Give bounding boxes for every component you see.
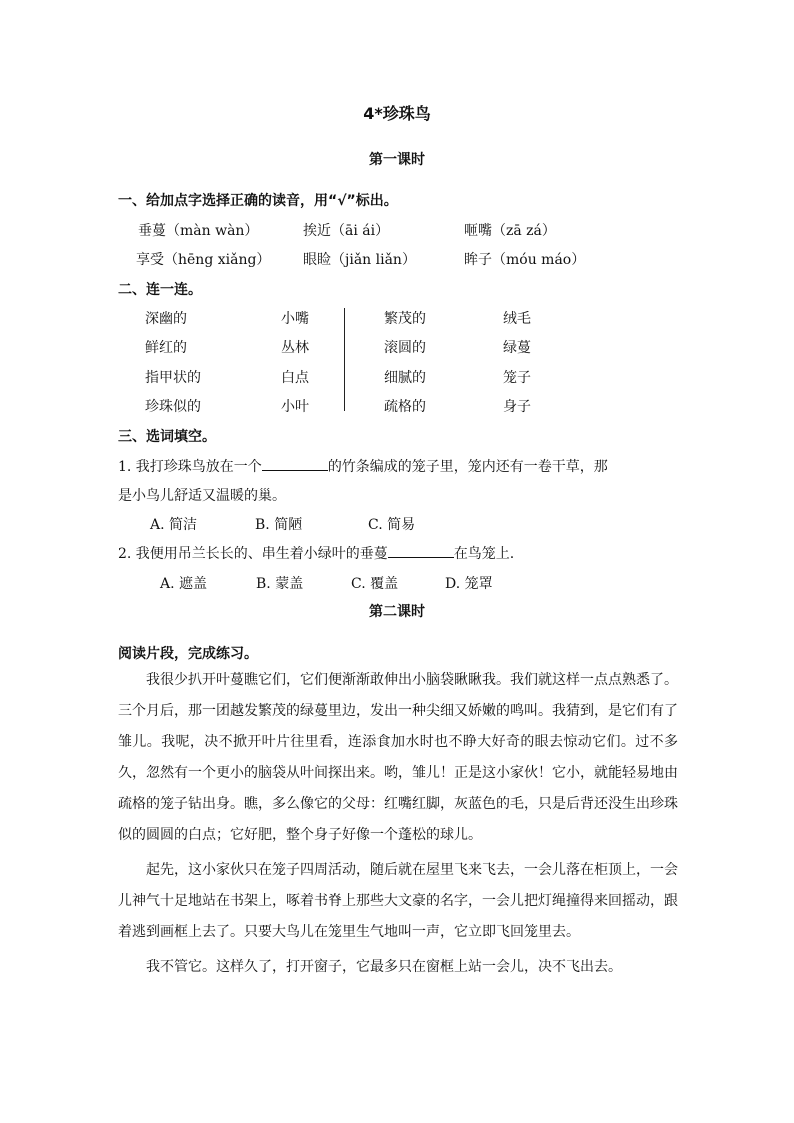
q3-heading: 三、选词填空。 xyxy=(118,429,216,445)
q3-sentence-1 xyxy=(118,456,608,476)
q1-item: 享受（hēng xiǎng） xyxy=(136,252,271,268)
match-word: 笼子 xyxy=(503,370,531,386)
match-word: 鲜红的 xyxy=(145,340,187,356)
match-word: 深幽的 xyxy=(145,311,187,327)
option: A. 遮盖 xyxy=(160,576,208,592)
sentence-text: 在鸟笼上. xyxy=(453,546,515,562)
match-word: 绿蔓 xyxy=(503,340,531,356)
option: B. 蒙盖 xyxy=(256,576,304,592)
option: B. 简陋 xyxy=(255,517,303,533)
sentence-text: 的竹条编成的笼子里，笼内还有一卷干草，那 xyxy=(327,459,608,475)
q1-item: 垂蔓（màn wàn） xyxy=(138,223,259,239)
option: C. 覆盖 xyxy=(351,576,399,592)
q1-item: 眼睑（jiǎn liǎn） xyxy=(303,252,416,268)
page-title: 4*珍珠鸟 xyxy=(363,104,431,123)
reading-passage xyxy=(118,665,678,987)
match-word: 丛林 xyxy=(281,340,309,356)
match-word: 细腻的 xyxy=(384,370,426,386)
q3-sentence-2 xyxy=(118,543,514,563)
answer-blank[interactable] xyxy=(262,456,328,471)
match-word: 繁茂的 xyxy=(384,311,426,327)
reading-paragraph: 我很少扒开叶蔓瞧它们，它们便渐渐敢伸出小脑袋瞅瞅我。我们就这样一点点熟悉了。 三个月后，那一团越发繁茂的绿蔓里边，发出一种尖细又娇嫩的鸣叫。我猜到，是它们有了雏儿。我呢，决不掀开叶片往里看，连添食加水时也不睁大好奇的眼去惊动它们。过不多久，忽然有一个更小的脑袋从叶间探出来。哟，雏儿！正是这小家伙！它小，就能轻易地由疏格的笼子钻出身。瞧，多么像它的父母：红嘴红脚，灰蓝色的毛，只是后背还没生出珍珠似的圆圆的白点；它好肥，整个身子好像一个蓬松的球儿。 xyxy=(118,672,678,843)
match-word: 小叶 xyxy=(281,399,309,415)
match-word: 小嘴 xyxy=(281,311,309,327)
q1-item: 挨近（āi ái） xyxy=(303,223,390,239)
lesson-1-heading: 第一课时 xyxy=(369,152,425,168)
match-word: 白点 xyxy=(281,370,309,386)
q1-item: 咂嘴（zā zá） xyxy=(464,223,556,239)
match-word: 疏格的 xyxy=(384,399,426,415)
option: A. 简洁 xyxy=(150,517,198,533)
match-word: 珍珠似的 xyxy=(145,399,201,415)
q1-heading: 一、给加点字选择正确的读音，用“√”标出。 xyxy=(118,193,398,209)
match-word: 指甲状的 xyxy=(145,370,201,386)
reading-paragraph: 起先，这小家伙只在笼子四周活动，随后就在屋里飞来飞去，一会儿落在柜顶上，一会儿神气十足地站在书架上，啄着书脊上那些大文豪的名字，一会儿把灯绳撞得来回摇动，跟着逃到画框上去了。只要大鸟儿在笼里生气地叫一声，它立即飞回笼里去。 xyxy=(118,862,678,940)
lesson-2-heading: 第二课时 xyxy=(369,604,425,620)
q2-heading: 二、连一连。 xyxy=(118,282,202,298)
q1-item: 眸子（móu máo） xyxy=(464,252,586,268)
reading-paragraph: 我不管它。这样久了，打开窗子，它最多只在窗框上站一会儿，决不飞出去。 xyxy=(146,959,622,975)
answer-blank[interactable] xyxy=(388,543,454,558)
divider-line xyxy=(344,308,345,411)
sentence-text: 2. 我便用吊兰长长的、串生着小绿叶的垂蔓 xyxy=(118,546,388,562)
option: C. 简易 xyxy=(368,517,416,533)
match-word: 绒毛 xyxy=(503,311,531,327)
option: D. 笼罩 xyxy=(445,576,493,592)
sentence-text: 1. 我打珍珠鸟放在一个 xyxy=(118,459,262,475)
sentence-text: 是小鸟儿舒适又温暖的巢。 xyxy=(118,488,286,504)
match-word: 身子 xyxy=(503,399,531,415)
reading-heading: 阅读片段，完成练习。 xyxy=(118,646,258,662)
match-word: 滚圆的 xyxy=(384,340,426,356)
